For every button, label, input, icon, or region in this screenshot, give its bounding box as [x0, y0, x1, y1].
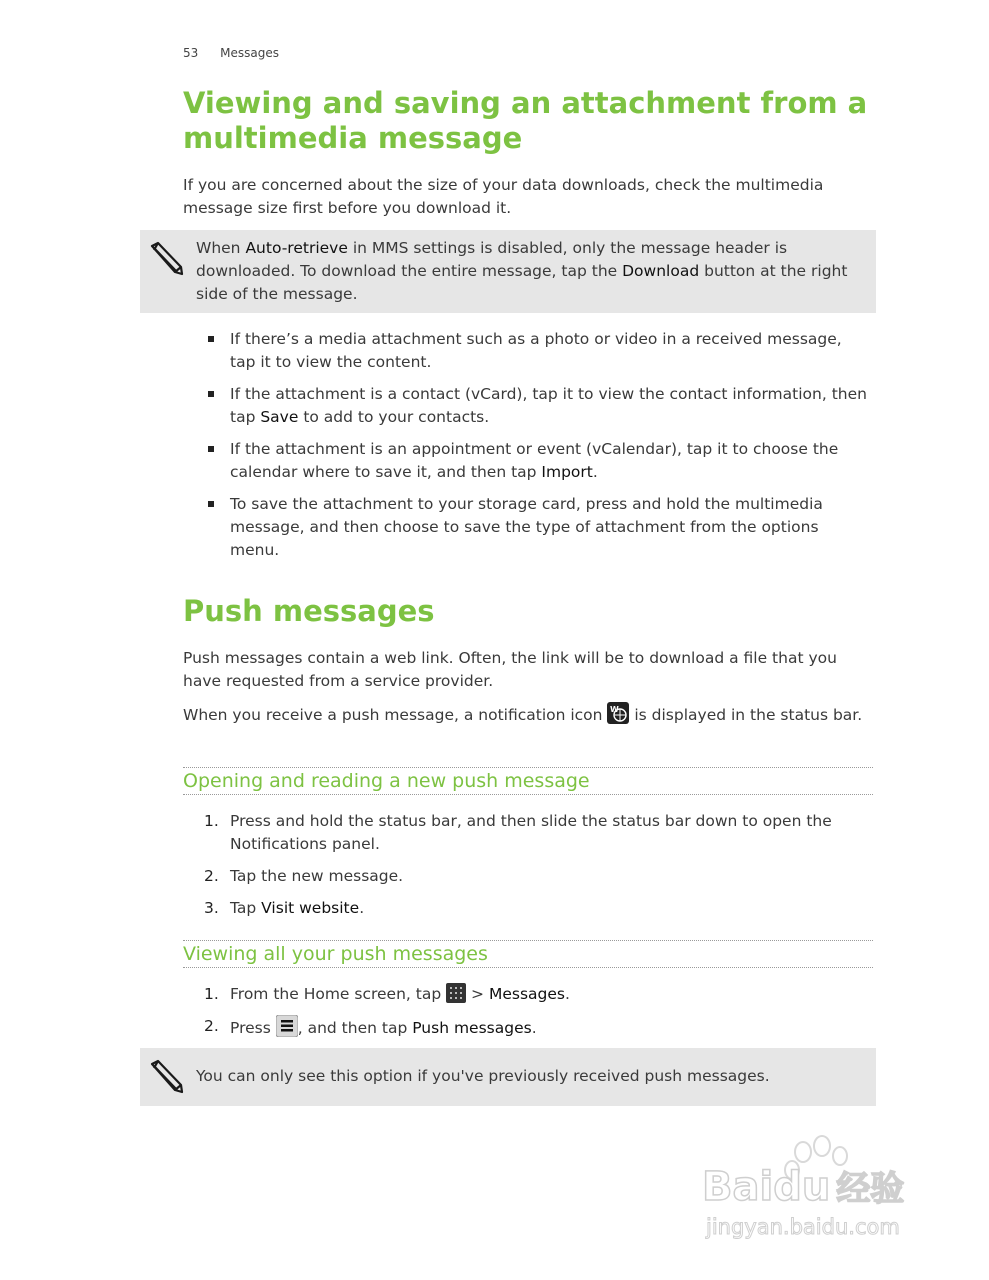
section-title-push: Push messages: [183, 594, 435, 628]
step-item: 1. From the Home screen, tap > Messages.: [230, 983, 870, 1006]
step-item: 2. Press , and then tap Push messages.: [204, 1017, 537, 1037]
section-title-attachment: [183, 86, 883, 156]
bullet-marker: [208, 336, 214, 342]
note-text: When Auto-retrieve in MMS settings is disabled, only the message header is downloaded. To download the entire message, tap the Download button at the right side of the message.: [196, 239, 848, 303]
step-item: 1. Press and hold the status bar, and then slide the status bar down to open the Notifications panel.: [204, 812, 832, 853]
bullet-marker: [208, 501, 214, 507]
push-notification-icon: [607, 702, 629, 724]
title-line-1: Viewing and saving an attachment from a: [183, 86, 868, 120]
bullet-item: If there’s a media attachment such as a photo or video in a received message, tap it to view the content.: [230, 328, 870, 374]
bullet-marker: [208, 446, 214, 452]
push-notification-paragraph: When you receive a push message, a notification icon W is displayed in the status bar.: [183, 702, 873, 727]
step-number: 1.: [204, 985, 219, 1003]
title-line-2: multimedia message: [183, 121, 523, 155]
pencil-icon: [148, 240, 184, 276]
step-number: 1.: [204, 812, 219, 830]
running-section-title: Messages: [220, 46, 279, 60]
note-box-push-option: [140, 1048, 876, 1106]
bullet-item: If the attachment is an appointment or event (vCalendar), tap it to choose the calendar where to save it, and then tap Import.: [230, 438, 870, 484]
push-intro-paragraph: Push messages contain a web link. Often, the link will be to download a file that you have requested from a service provider.: [183, 649, 837, 690]
page-number: 53: [183, 46, 199, 60]
all-apps-icon: [446, 983, 466, 1003]
step-number: 2.: [204, 867, 219, 885]
bullet-item: To save the attachment to your storage card, press and hold the multimedia message, and then choose to save the type of attachment from the options menu.: [230, 493, 870, 562]
intro-paragraph: If you are concerned about the size of your data downloads, check the multimedia message size first before you download it.: [183, 176, 824, 217]
svg-text:Baidu经验: Baidu 经验: [702, 1164, 905, 1210]
bullet-marker: [208, 391, 214, 397]
step-item: 2. Tap the new message.: [230, 865, 870, 888]
bullet-item: If the attachment is a contact (vCard), tap it to view the contact information, then tap Save to add to your contacts.: [230, 383, 870, 429]
note-text: You can only see this option if you've previously received push messages.: [196, 1067, 770, 1085]
step-item: 3. Tap Visit website.: [230, 897, 870, 920]
subsection-title-view-all-push: Viewing all your push messages: [183, 940, 873, 968]
step-number: 2.: [204, 1017, 219, 1035]
svg-text:W: W: [610, 705, 620, 714]
menu-icon: [276, 1015, 298, 1037]
baidu-jingyan-watermark: [700, 1130, 940, 1245]
svg-text:jingyan.baidu.com: jingyan.baidu.com: [706, 1215, 900, 1239]
step-number: 3.: [204, 899, 219, 917]
term-auto-retrieve: Auto-retrieve: [245, 239, 348, 257]
subsection-title-open-push: Opening and reading a new push message: [183, 767, 873, 795]
note-box-auto-retrieve: [140, 230, 876, 313]
pencil-icon: [148, 1058, 184, 1094]
page-header: [183, 46, 279, 60]
term-download: Download: [622, 262, 700, 280]
